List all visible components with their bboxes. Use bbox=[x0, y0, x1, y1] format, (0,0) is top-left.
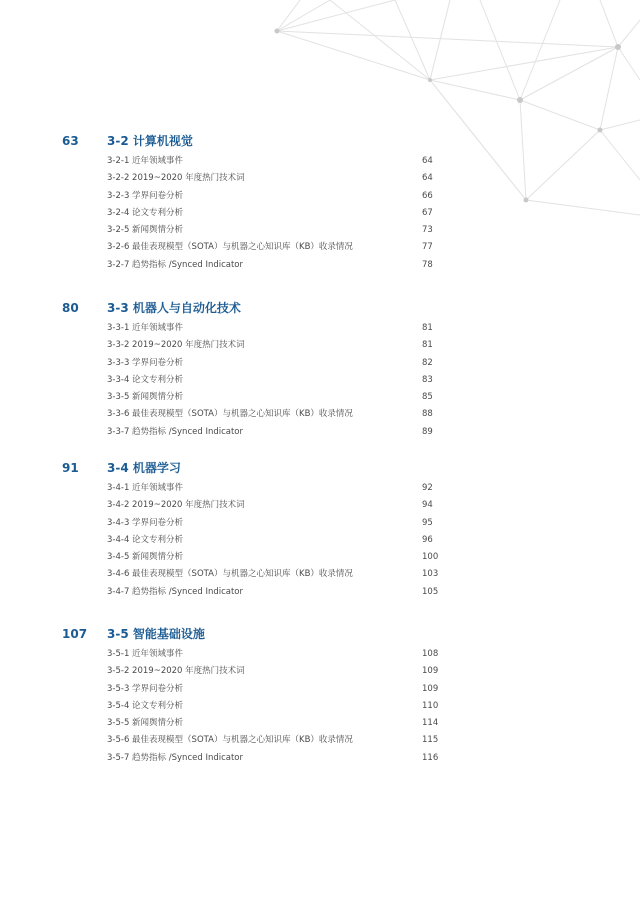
entry-label: 3-5-2 2019~2020 年度热门技术词 bbox=[107, 666, 245, 677]
toc-entry[interactable] bbox=[0, 517, 640, 534]
toc-entry[interactable] bbox=[0, 190, 640, 207]
entry-page-number: 110 bbox=[422, 700, 439, 711]
entry-label: 3-2-4 论文专利分析 bbox=[107, 207, 184, 218]
entry-page-number: 94 bbox=[422, 500, 433, 511]
toc-entry[interactable] bbox=[0, 683, 640, 700]
entry-label: 3-3-2 2019~2020 年度热门技术词 bbox=[107, 340, 245, 351]
toc-entry[interactable] bbox=[0, 482, 640, 499]
toc-entry[interactable] bbox=[0, 322, 640, 339]
entry-label: 3-4-5 新闻舆情分析 bbox=[107, 552, 184, 563]
entry-page-number: 105 bbox=[422, 586, 439, 597]
toc-entry[interactable] bbox=[0, 551, 640, 568]
entry-page-number: 73 bbox=[422, 225, 433, 236]
entry-label: 3-3-5 新闻舆情分析 bbox=[107, 392, 184, 403]
toc-entry[interactable] bbox=[0, 357, 640, 374]
entry-label: 3-4-3 学界问卷分析 bbox=[107, 517, 184, 528]
entry-page-number: 115 bbox=[422, 735, 439, 746]
section-header[interactable] bbox=[0, 460, 640, 480]
entry-label: 3-5-3 学界问卷分析 bbox=[107, 683, 184, 694]
toc-entry[interactable] bbox=[0, 374, 640, 391]
section-page-number: 63 bbox=[62, 134, 79, 148]
entry-label: 3-2-3 学界问卷分析 bbox=[107, 190, 184, 201]
entry-page-number: 88 bbox=[422, 409, 433, 420]
entry-page-number: 116 bbox=[422, 752, 439, 763]
toc-entry[interactable] bbox=[0, 499, 640, 516]
entry-label: 3-5-4 论文专利分析 bbox=[107, 700, 184, 711]
toc-entry[interactable] bbox=[0, 408, 640, 425]
section-page-number: 91 bbox=[62, 461, 79, 475]
toc-section bbox=[0, 460, 640, 603]
section-header[interactable] bbox=[0, 300, 640, 320]
entry-page-number: 96 bbox=[422, 534, 433, 545]
section-page-number: 80 bbox=[62, 301, 79, 315]
section-header[interactable] bbox=[0, 626, 640, 646]
toc-entry[interactable] bbox=[0, 339, 640, 356]
entry-page-number: 114 bbox=[422, 718, 439, 729]
entry-page-number: 64 bbox=[422, 173, 433, 184]
entry-page-number: 89 bbox=[422, 426, 433, 437]
entry-page-number: 81 bbox=[422, 340, 433, 351]
entry-label: 3-4-6 最佳表现模型（SOTA）与机器之心知识库（KB）收录情况 bbox=[107, 569, 353, 580]
entry-label: 3-2-7 趋势指标 /Synced Indicator bbox=[107, 259, 244, 270]
entry-page-number: 100 bbox=[422, 552, 439, 563]
entry-page-number: 109 bbox=[422, 683, 439, 694]
entry-label: 3-4-7 趋势指标 /Synced Indicator bbox=[107, 586, 244, 597]
entry-page-number: 108 bbox=[422, 649, 439, 659]
toc-entry[interactable] bbox=[0, 207, 640, 224]
entry-page-number: 83 bbox=[422, 374, 433, 385]
entry-page-number: 95 bbox=[422, 517, 433, 528]
entry-label: 3-3-1 近年领域事件 bbox=[107, 323, 184, 333]
entry-page-number: 77 bbox=[422, 242, 433, 253]
toc-entry[interactable] bbox=[0, 734, 640, 751]
toc-entry[interactable] bbox=[0, 648, 640, 665]
entry-label: 3-5-1 近年领域事件 bbox=[107, 649, 184, 659]
section-header[interactable] bbox=[0, 133, 640, 153]
toc-entry[interactable] bbox=[0, 172, 640, 189]
entry-label: 3-2-6 最佳表现模型（SOTA）与机器之心知识库（KB）收录情况 bbox=[107, 242, 353, 253]
section-title: 3-5 智能基础设施 bbox=[107, 627, 205, 641]
entry-page-number: 103 bbox=[422, 569, 439, 580]
entry-page-number: 66 bbox=[422, 190, 433, 201]
toc-entry[interactable] bbox=[0, 752, 640, 769]
entry-label: 3-3-3 学界问卷分析 bbox=[107, 357, 184, 368]
toc-entry[interactable] bbox=[0, 391, 640, 408]
toc-entry[interactable] bbox=[0, 241, 640, 258]
section-title: 3-3 机器人与自动化技术 bbox=[107, 301, 241, 315]
toc-section bbox=[0, 300, 640, 443]
entry-page-number: 81 bbox=[422, 323, 433, 333]
entry-label: 3-3-4 论文专利分析 bbox=[107, 374, 184, 385]
entry-label: 3-2-5 新闻舆情分析 bbox=[107, 225, 184, 236]
entry-label: 3-2-1 近年领域事件 bbox=[107, 156, 184, 166]
entry-page-number: 85 bbox=[422, 392, 433, 403]
entry-page-number: 82 bbox=[422, 357, 433, 368]
toc-entry[interactable] bbox=[0, 586, 640, 603]
toc-entry[interactable] bbox=[0, 534, 640, 551]
entry-page-number: 78 bbox=[422, 259, 433, 270]
toc-entry[interactable] bbox=[0, 426, 640, 443]
toc-entry[interactable] bbox=[0, 259, 640, 276]
entry-label: 3-4-1 近年领域事件 bbox=[107, 483, 184, 493]
entry-page-number: 67 bbox=[422, 207, 433, 218]
toc-entry[interactable] bbox=[0, 665, 640, 682]
entry-label: 3-5-5 新闻舆情分析 bbox=[107, 718, 184, 729]
entry-label: 3-4-2 2019~2020 年度热门技术词 bbox=[107, 500, 245, 511]
toc-entry[interactable] bbox=[0, 717, 640, 734]
entry-page-number: 92 bbox=[422, 483, 433, 493]
entry-label: 3-2-2 2019~2020 年度热门技术词 bbox=[107, 173, 245, 184]
toc-entry[interactable] bbox=[0, 568, 640, 585]
section-title: 3-2 计算机视觉 bbox=[107, 134, 193, 148]
entry-label: 3-3-7 趋势指标 /Synced Indicator bbox=[107, 426, 244, 437]
toc-section bbox=[0, 133, 640, 276]
entry-page-number: 109 bbox=[422, 666, 439, 677]
section-title: 3-4 机器学习 bbox=[107, 461, 181, 475]
entry-page-number: 64 bbox=[422, 156, 433, 166]
section-page-number: 107 bbox=[62, 627, 88, 641]
toc-entry[interactable] bbox=[0, 224, 640, 241]
entry-label: 3-5-6 最佳表现模型（SOTA）与机器之心知识库（KB）收录情况 bbox=[107, 735, 353, 746]
entry-label: 3-3-6 最佳表现模型（SOTA）与机器之心知识库（KB）收录情况 bbox=[107, 409, 353, 420]
entry-label: 3-5-7 趋势指标 /Synced Indicator bbox=[107, 752, 244, 763]
toc-entry[interactable] bbox=[0, 155, 640, 172]
toc-entry[interactable] bbox=[0, 700, 640, 717]
entry-label: 3-4-4 论文专利分析 bbox=[107, 534, 184, 545]
toc-section bbox=[0, 626, 640, 769]
